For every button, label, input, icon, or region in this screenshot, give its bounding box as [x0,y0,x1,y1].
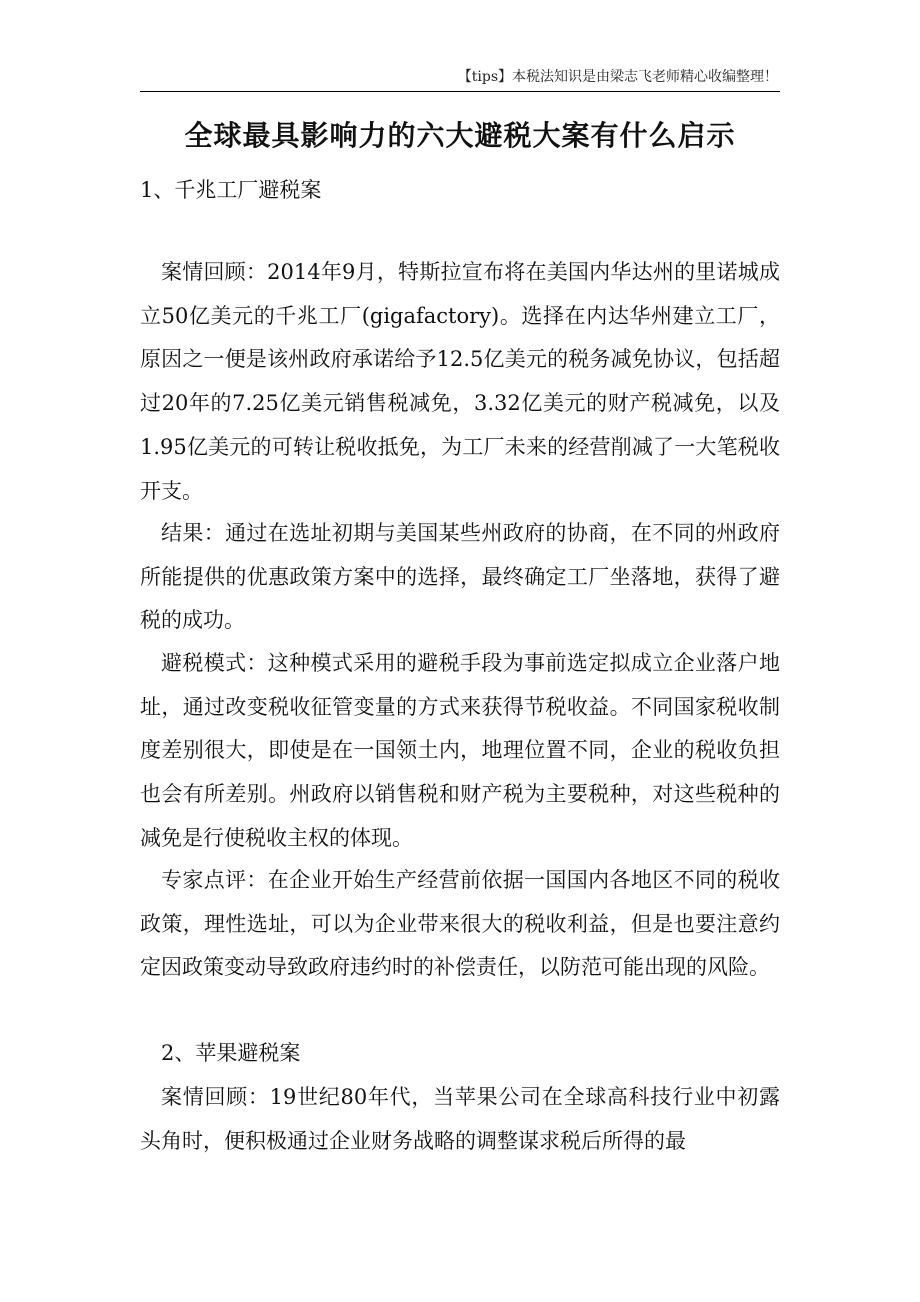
paragraph-avoidance-mode-1: 避税模式：这种模式采用的避税手段为事前选定拟成立企业落户地址，通过改变税收征管变量的方式来获得节税收益。不同国家税收制度差别很大，即使是在一国领土内，地理位置不同，企业的税收负担也会有所差别。州政府以销售税和财产税为主要税种，对这些税种的减免是行使税收主权的体现。 [140,651,780,850]
paragraph-expert-comment-1: 专家点评：在企业开始生产经营前依据一国国内各地区不同的税收政策，理性选址，可以为企业带来很大的税收利益，但是也要注意约定因政策变动导致政府违约时的补偿责任，以防范可能出现的风险。 [140,868,780,980]
paragraph-case-review-2: 案情回顾：19世纪80年代，当苹果公司在全球高科技行业中初露头角时，便积极通过企业财务战略的调整谋求税后所得的最 [140,1085,780,1153]
section-heading-2: 2、苹果避税案 [161,1041,301,1065]
paragraph-case-review-1: 案情回顾：2014年9月，特斯拉宣布将在美国内华达州的里诺城成立50亿美元的千兆工厂(gigafactory)。选择在内达华州建立工厂，原因之一便是该州政府承诺给予12.5亿美元的税务减免协议，包括超过20年的7.25亿美元销售税减免，3.32亿美元的财产税减免，以及1.95亿美元的可转让税收抵免，为工厂未来的经营削减了一大笔税收开支。 [140,260,780,503]
header-note: 【tips】本税法知识是由梁志飞老师精心收编整理！ [457,69,778,85]
header-rule [140,91,780,92]
paragraph-result-1: 结果：通过在选址初期与美国某些州政府的协商，在不同的州政府所能提供的优惠政策方案中的选择，最终确定工厂坐落地，获得了避税的成功。 [140,521,780,633]
section-heading-1: 1、千兆工厂避税案 [140,178,322,202]
document-title: 全球最具影响力的六大避税大案有什么启示 [184,119,736,152]
